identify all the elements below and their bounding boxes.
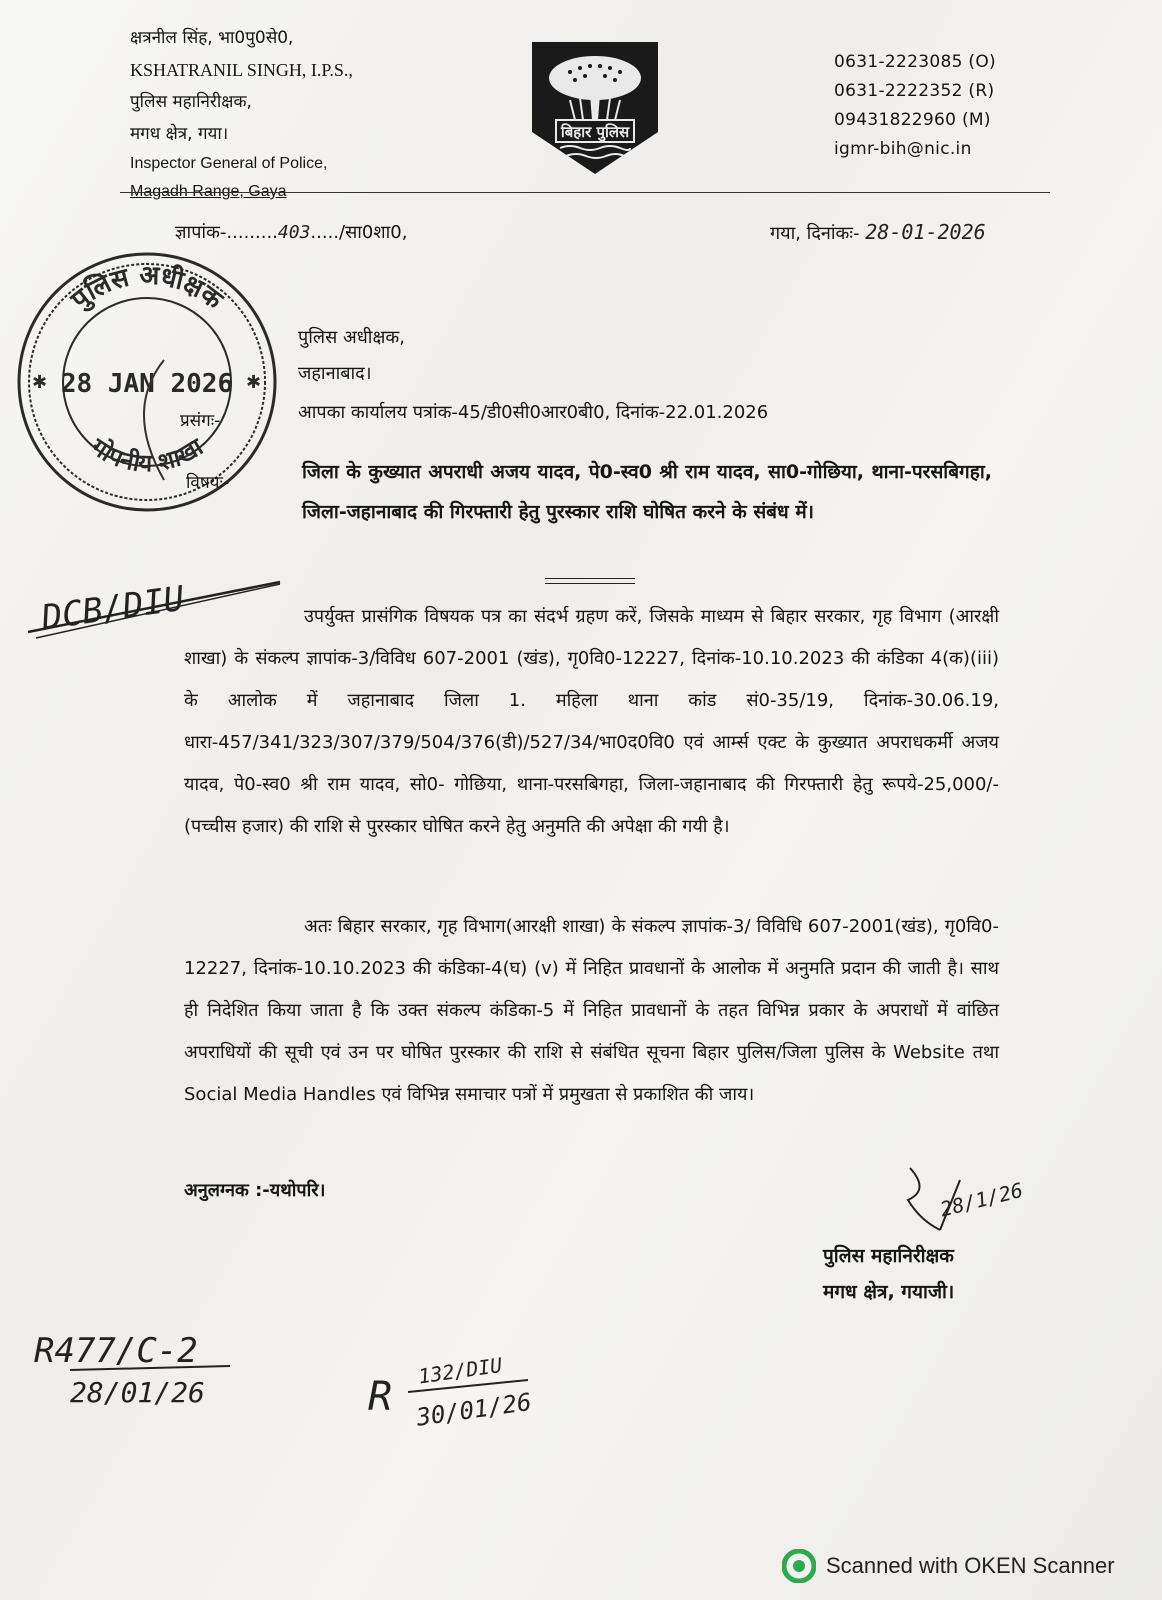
- signature-scribble: [900, 1160, 1030, 1240]
- sender-designation-hindi: पुलिस महानिरीक्षक,: [130, 92, 252, 112]
- emblem-text: बिहार पुलिस: [560, 123, 630, 141]
- oken-scanner-logo-icon: [782, 1549, 816, 1583]
- sender-name-english: KSHATRANIL SINGH, I.P.S.,: [130, 60, 353, 80]
- bihar-police-emblem: [530, 40, 660, 176]
- sender-range-hindi: मगध क्षेत्र, गया।: [130, 124, 229, 144]
- signature-date: 28/1/26: [937, 1177, 1026, 1222]
- margin-note-1-top: R477/C-2: [34, 1331, 198, 1371]
- scanner-watermark: [782, 1548, 1142, 1584]
- letter-number-value: 403: [277, 222, 311, 243]
- enclosure-line: अनुलग्नक :-यथोपरि।: [184, 1180, 326, 1201]
- subject-underline: [545, 578, 635, 579]
- sender-name-hindi: क्षत्रनील सिंह, भा0पु0से0,: [130, 28, 294, 48]
- sender-range-english: Magadh Range, Gaya: [130, 183, 287, 200]
- stamp-star-right-icon: ✱: [246, 372, 262, 393]
- margin-note-2-bottom: 30/01/26: [414, 1387, 534, 1432]
- stamp-arc-bottom: गोपनीय शाखा: [86, 432, 208, 478]
- recipient-line-2: जहानाबाद।: [298, 363, 372, 384]
- contact-block: [834, 48, 1064, 164]
- signature-block: [823, 1238, 954, 1310]
- letter-date-prefix: गया, दिनांकः-: [770, 223, 860, 244]
- signature-title: पुलिस महानिरीक्षक: [823, 1245, 954, 1267]
- stamp-star-left-icon: ✱: [32, 372, 48, 393]
- body-paragraph-2: अतः बिहार सरकार, गृह विभाग(आरक्षी शाखा) के संकल्प ज्ञापांक-3/ विविधि 607-2001(खंड), गृ0वि0-12227, दिनांक-10.10.2023 की कंडिका-4(घ) (v) में निहित प्रावधानों के आलोक में अनुमति प्रदान की जाती है। साथ ही निदेशित किया जाता है कि उक्त संकल्प कंडिका-5 में निहित प्रावधानों के तहत विभिन्न प्रकार के अपराधों में वांछित अपराधियों की सूची एवं उन पर घोषित पुरस्कार की राशि से संबंधित सूचना बिहार पुलिस/जिला पुलिस के Website तथा Social Media Handles एवं विभिन्न समाचार पत्रों में प्रमुखता से प्रकाशित की जाय।: [184, 916, 999, 1105]
- dcb-diu-text: DCB/DIU: [39, 578, 187, 639]
- scanner-label: Scanned with OKEN Scanner: [826, 1553, 1115, 1578]
- margin-note-2-top: 132/DIU: [416, 1352, 504, 1389]
- header-divider: [120, 192, 1050, 193]
- letter-number-suffix: ...../सा0शा0,: [310, 222, 408, 243]
- emblem-shield-icon: [530, 40, 660, 176]
- letter-date: [770, 220, 986, 245]
- prasang-label: प्रसंगः-: [180, 411, 221, 431]
- margin-note-1: [30, 1320, 270, 1420]
- subject-text: जिला के कुख्यात अपराधी अजय यादव, पे0-स्व0 श्री राम यादव, सा0-गोछिया, थाना-परसबिगहा, जिला-जहानाबाद की गिरफ्तारी हेतु पुरस्कार राशि घोषित करने के संबंध में।: [302, 461, 992, 523]
- phone-residence: 0631-2222352 (R): [834, 81, 995, 101]
- recipient-block: [298, 320, 405, 392]
- margin-note-2: [368, 1340, 558, 1440]
- letter-number-dots: .........: [226, 222, 278, 243]
- phone-office: 0631-2223085 (O): [834, 52, 996, 72]
- sender-block: [130, 22, 470, 206]
- subject-label: विषयः-: [186, 473, 230, 493]
- received-stamp: [14, 250, 280, 514]
- prasang-text: आपका कार्यालय पत्रांक-45/डी0सी0आर0बी0, दिनांक-22.01.2026: [298, 402, 769, 423]
- margin-note-1-bottom: 28/01/26: [70, 1376, 205, 1409]
- letter-number-prefix: ज्ञापांक-: [175, 222, 227, 243]
- letter-number: [175, 220, 407, 244]
- letter-date-value: 28-01-2026: [865, 220, 986, 244]
- recipient-line-1: पुलिस अधीक्षक,: [298, 327, 405, 348]
- stamp-arc-top: पुलिस अधीक्षक: [65, 260, 229, 316]
- subject-underline-2: [545, 583, 635, 584]
- sender-designation-english: Inspector General of Police,: [130, 155, 328, 172]
- stamp-date: 28 JAN 2026: [60, 369, 234, 399]
- margin-note-2-r: R: [368, 1374, 393, 1420]
- signature-office: मगध क्षेत्र, गयाजी।: [823, 1281, 955, 1303]
- body-paragraph-1: उपर्युक्त प्रासंगिक विषयक पत्र का संदर्भ ग्रहण करें, जिसके माध्यम से बिहार सरकार, गृह विभाग (आरक्षी शाखा) के संकल्प ज्ञापांक-3/विविध 607-2001 (खंड), गृ0वि0-12227, दिनांक-10.10.2023 की कंडिका 4(क)(iii) के आलोक में जहानाबाद जिला 1. महिला थाना कांड सं0-35/19, दिनांक-30.06.19, धारा-457/341/323/307/379/504/376(डी)/527/34/भा0द0वि0 एवं आर्म्स एक्ट के कुख्यात अपराधकर्मी अजय यादव, पे0-स्व0 श्री राम यादव, सो0- गोछिया, थाना-परसबिगहा, जिला-जहानाबाद की गिरफ्तारी हेतु रूपये-25,000/- (पच्चीस हजार) की राशि से पुरस्कार घोषित करने हेतु अनुमति की अपेक्षा की गयी है।: [184, 606, 999, 837]
- phone-mobile: 09431822960 (M): [834, 110, 991, 130]
- email-address: igmr-bih@nic.in: [834, 139, 972, 159]
